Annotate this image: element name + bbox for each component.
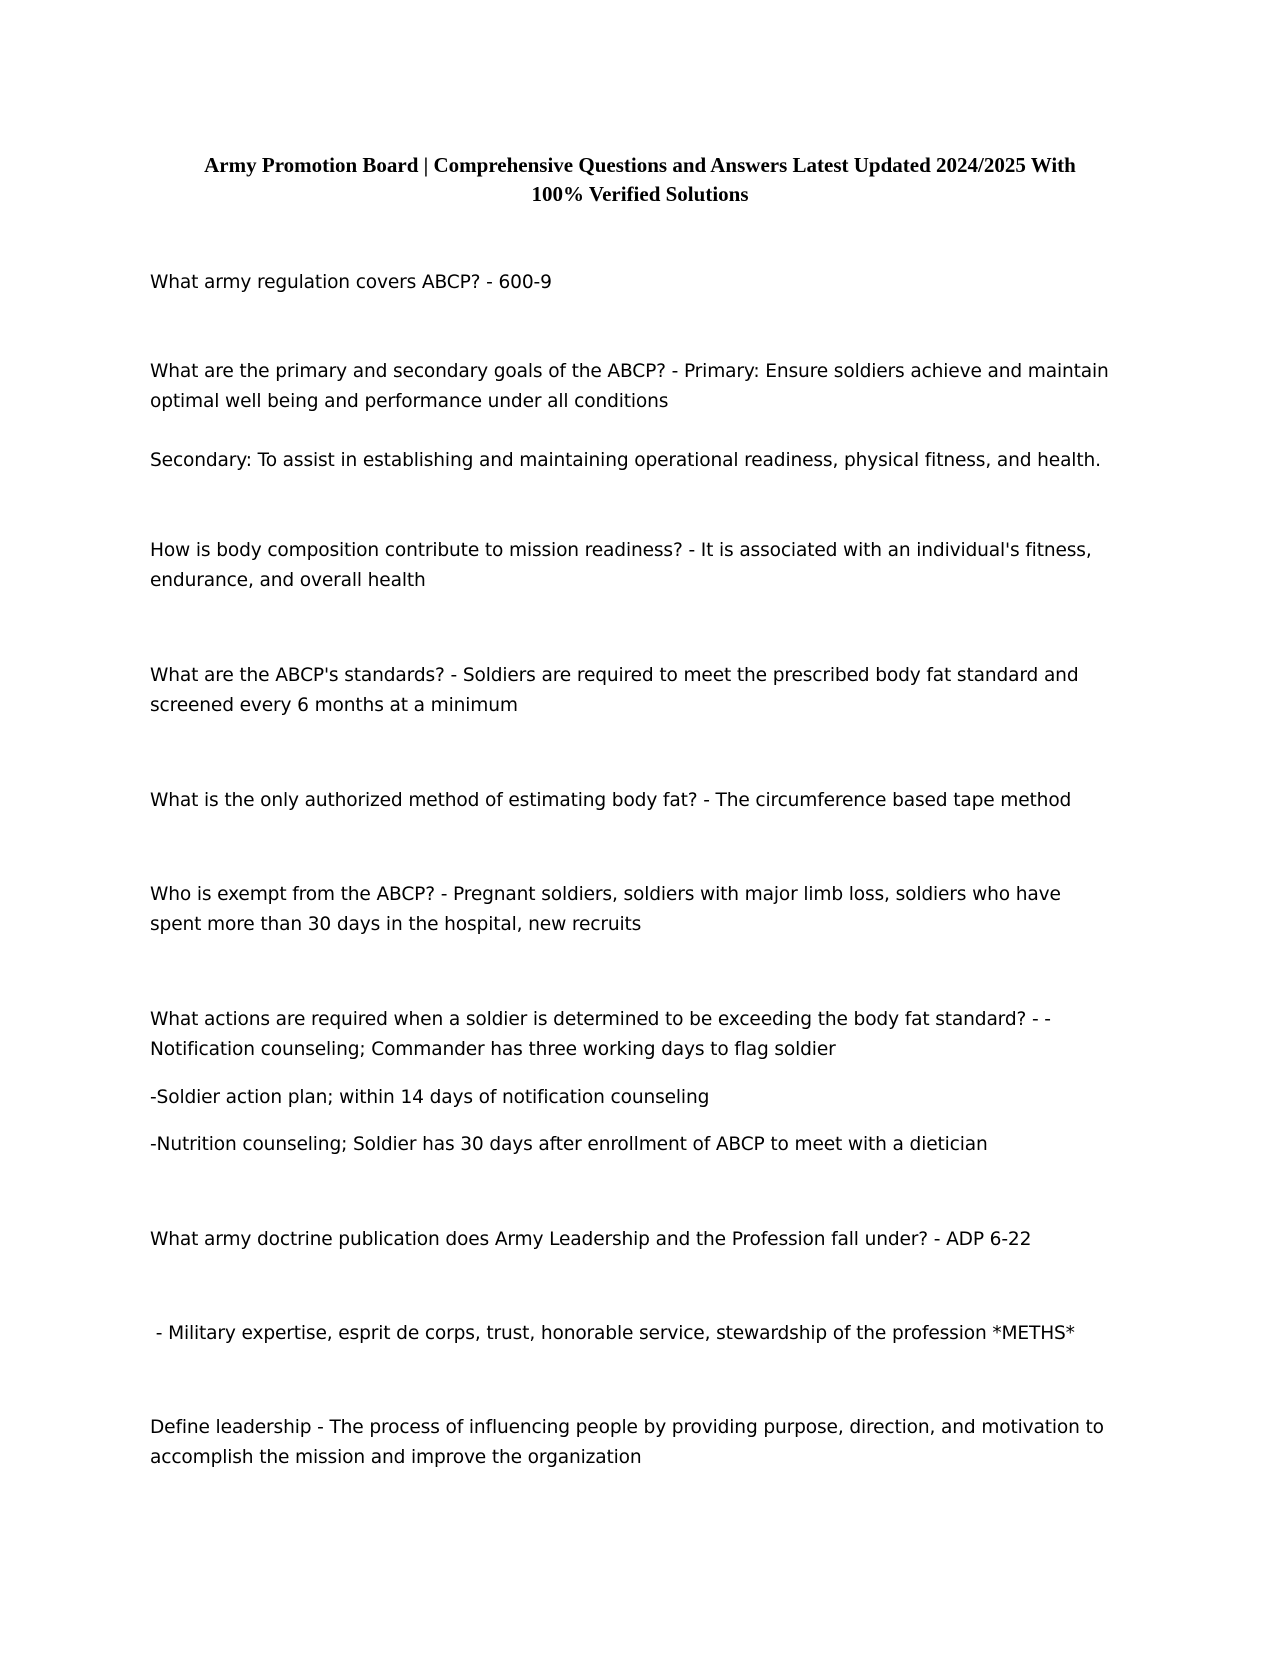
qa-body-composition: [150, 536, 1130, 596]
title-line-2: 100% Verified Solutions: [531, 182, 749, 206]
qa-text-line: Who is exempt from the ABCP? - Pregnant soldiers, soldiers with major limb loss, soldiers who have: [150, 884, 1061, 905]
qa-doctrine-publication: [150, 1225, 1130, 1255]
qa-abcp-exempt: [150, 880, 1130, 940]
qa-text-line: How is body composition contribute to mission readiness? - It is associated with an individual's fitness,: [150, 540, 1092, 561]
qa-body-fat-method: [150, 786, 1130, 816]
qa-text-line: - Military expertise, esprit de corps, trust, honorable service, stewardship of the profession *METHS*: [150, 1323, 1075, 1344]
qa-text-line: Secondary: To assist in establishing and maintaining operational readiness, physical fitness, and health.: [150, 450, 1101, 471]
qa-define-leadership: [150, 1413, 1130, 1473]
qa-text-line: What are the ABCP's standards? - Soldiers are required to meet the prescribed body fat standard and: [150, 665, 1079, 686]
qa-nutrition-counseling: [150, 1130, 1130, 1160]
title-line-1: Army Promotion Board | Comprehensive Questions and Answers Latest Updated 2024/2025 With: [204, 153, 1076, 177]
qa-text-line: optimal well being and performance under all conditions: [150, 391, 669, 412]
qa-text-line: What army doctrine publication does Army Leadership and the Profession fall under? - ADP 6-22: [150, 1229, 1032, 1250]
qa-abcp-secondary-goal: [150, 446, 1130, 476]
qa-text-line: What is the only authorized method of estimating body fat? - The circumference based tape method: [150, 790, 1072, 811]
qa-text-line: accomplish the mission and improve the organization: [150, 1447, 642, 1468]
qa-text-line: What actions are required when a soldier is determined to be exceeding the body fat standard? - -: [150, 1009, 1051, 1030]
qa-meths: [150, 1319, 1130, 1349]
qa-text-line: What army regulation covers ABCP? - 600-9: [150, 272, 552, 293]
qa-text-line: What are the primary and secondary goals of the ABCP? - Primary: Ensure soldiers achieve and maintain: [150, 361, 1109, 382]
qa-text-line: -Soldier action plan; within 14 days of notification counseling: [150, 1087, 710, 1108]
qa-abcp-regulation: [150, 268, 1130, 298]
qa-text-line: spent more than 30 days in the hospital, new recruits: [150, 914, 642, 935]
qa-text-line: Define leadership - The process of influencing people by providing purpose, direction, and motivation to: [150, 1417, 1104, 1438]
qa-exceeding-standard: [150, 1005, 1130, 1065]
qa-text-line: endurance, and overall health: [150, 570, 426, 591]
qa-abcp-standards: [150, 661, 1130, 721]
qa-text-line: -Nutrition counseling; Soldier has 30 days after enrollment of ABCP to meet with a dietician: [150, 1134, 988, 1155]
document-title: [150, 151, 1130, 209]
qa-text-line: Notification counseling; Commander has three working days to flag soldier: [150, 1039, 836, 1060]
qa-abcp-goals: [150, 357, 1130, 417]
qa-soldier-action-plan: [150, 1083, 1130, 1113]
qa-text-line: screened every 6 months at a minimum: [150, 695, 518, 716]
